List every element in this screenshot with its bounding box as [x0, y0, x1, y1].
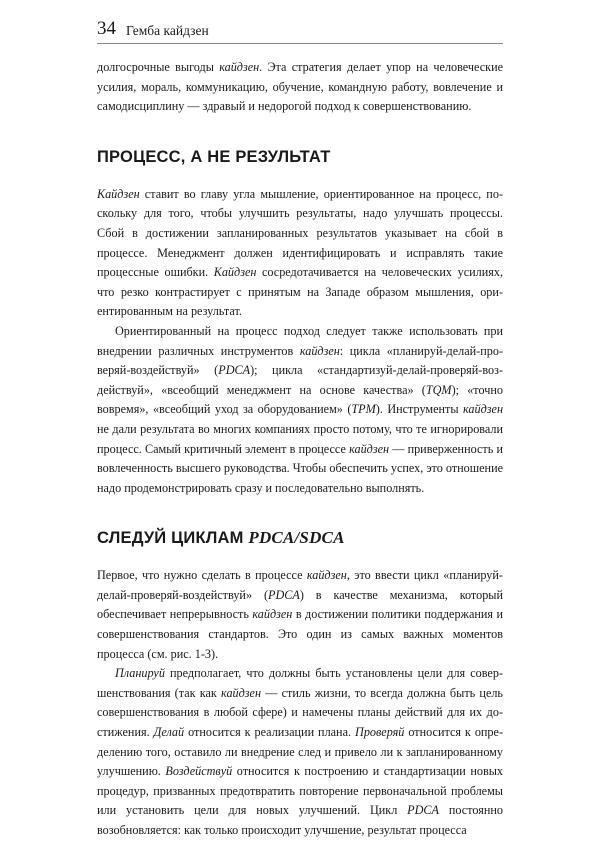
running-title: Гемба кайдзен [126, 23, 209, 38]
section-pdca-paragraph-1: Первое, что нужно сделать в процессе кайдзен, это ввести цикл «планируй-делай-проверяй-воздействуй» (PDCA) в качестве механизма, который обеспечивает непрерывность кайдзен в достижении политики поддержания и совершенствования стандартов. Это один из самых важных моментов процесса (см. рис. 1-3). [97, 568, 503, 661]
section-process-paragraph-1: Кайдзен ставит во главу угла мышление, ориентированное на процесс, поскольку для того, чтобы улучшить результаты, надо улучшать процессы. Сбой в достижении запланированных результатов указывает на сбой в процессе. Менеджмент должен идентифицировать и исправлять такие процессные ошибки. Кайдзен сосредотачивается на человеческих усилиях, что резко контрастирует с принятым на Западе образом мышления, ориентированным на результат. [97, 186, 503, 319]
section-process-paragraph-2: Ориентированный на процесс подход следует также использовать при внедрении различных инструментов кайдзен: цикла «планируй-делай-проверяй-воздействуй» (PDCA); цикла «стандартизуй-делай-проверяй-воздействуй», «всеобщий менеджмент на основе качества» (TQM); «точно вовремя», «всеобщий уход за оборудованием» (TPM). Инструменты кайдзен не дали результата во многих компаниях просто потому, что те игнорировали процесс. Самый критичный элемент в процессе кайдзен — приверженность и вовлеченность высшего руководства. Чтобы обеспечить успех, это отношение надо продемонстрировать сразу и последовательно выполнять. [97, 323, 503, 495]
page-body [97, 58, 503, 841]
intro-section [97, 58, 503, 117]
section-pdca [97, 528, 503, 840]
page-number: 34 [97, 18, 116, 39]
section-process [97, 147, 503, 499]
intro-paragraph: долгосрочные выгоды кайдзен. Эта стратегия делает упор на человеческие усилия, мораль, коммуникацию, обучение, командную работу, вовлечение и самодисциплину — здравый и недорогой подход к совершенствованию. [97, 60, 504, 114]
section-heading-pdca: СЛЕДУЙ ЦИКЛАМ PDCA/SDCA [97, 528, 345, 548]
section-heading-process: ПРОЦЕСС, А НЕ РЕЗУЛЬТАТ [97, 147, 331, 166]
page-header [97, 17, 503, 44]
section-pdca-paragraph-2: Планируй предполагает, что должны быть установлены цели для совершенствования (так как кайдзен — стиль жизни, то всегда должна быть цель совершенствования в любой сфере) и намечены планы действий для их достижения. Делай относится к реализации плана. Проверяй относится к определению того, оставило ли внедрение след и привело ли к запланированному улучшению. Воздействуй относится к построению и стандартизации новых процедур, призванных предотвратить повторение первоначальной проблемы или установить цели для новых улучшений. Цикл PDCA постоянно возобновляется: как только происходит улучшение, результат процесса [97, 666, 504, 837]
